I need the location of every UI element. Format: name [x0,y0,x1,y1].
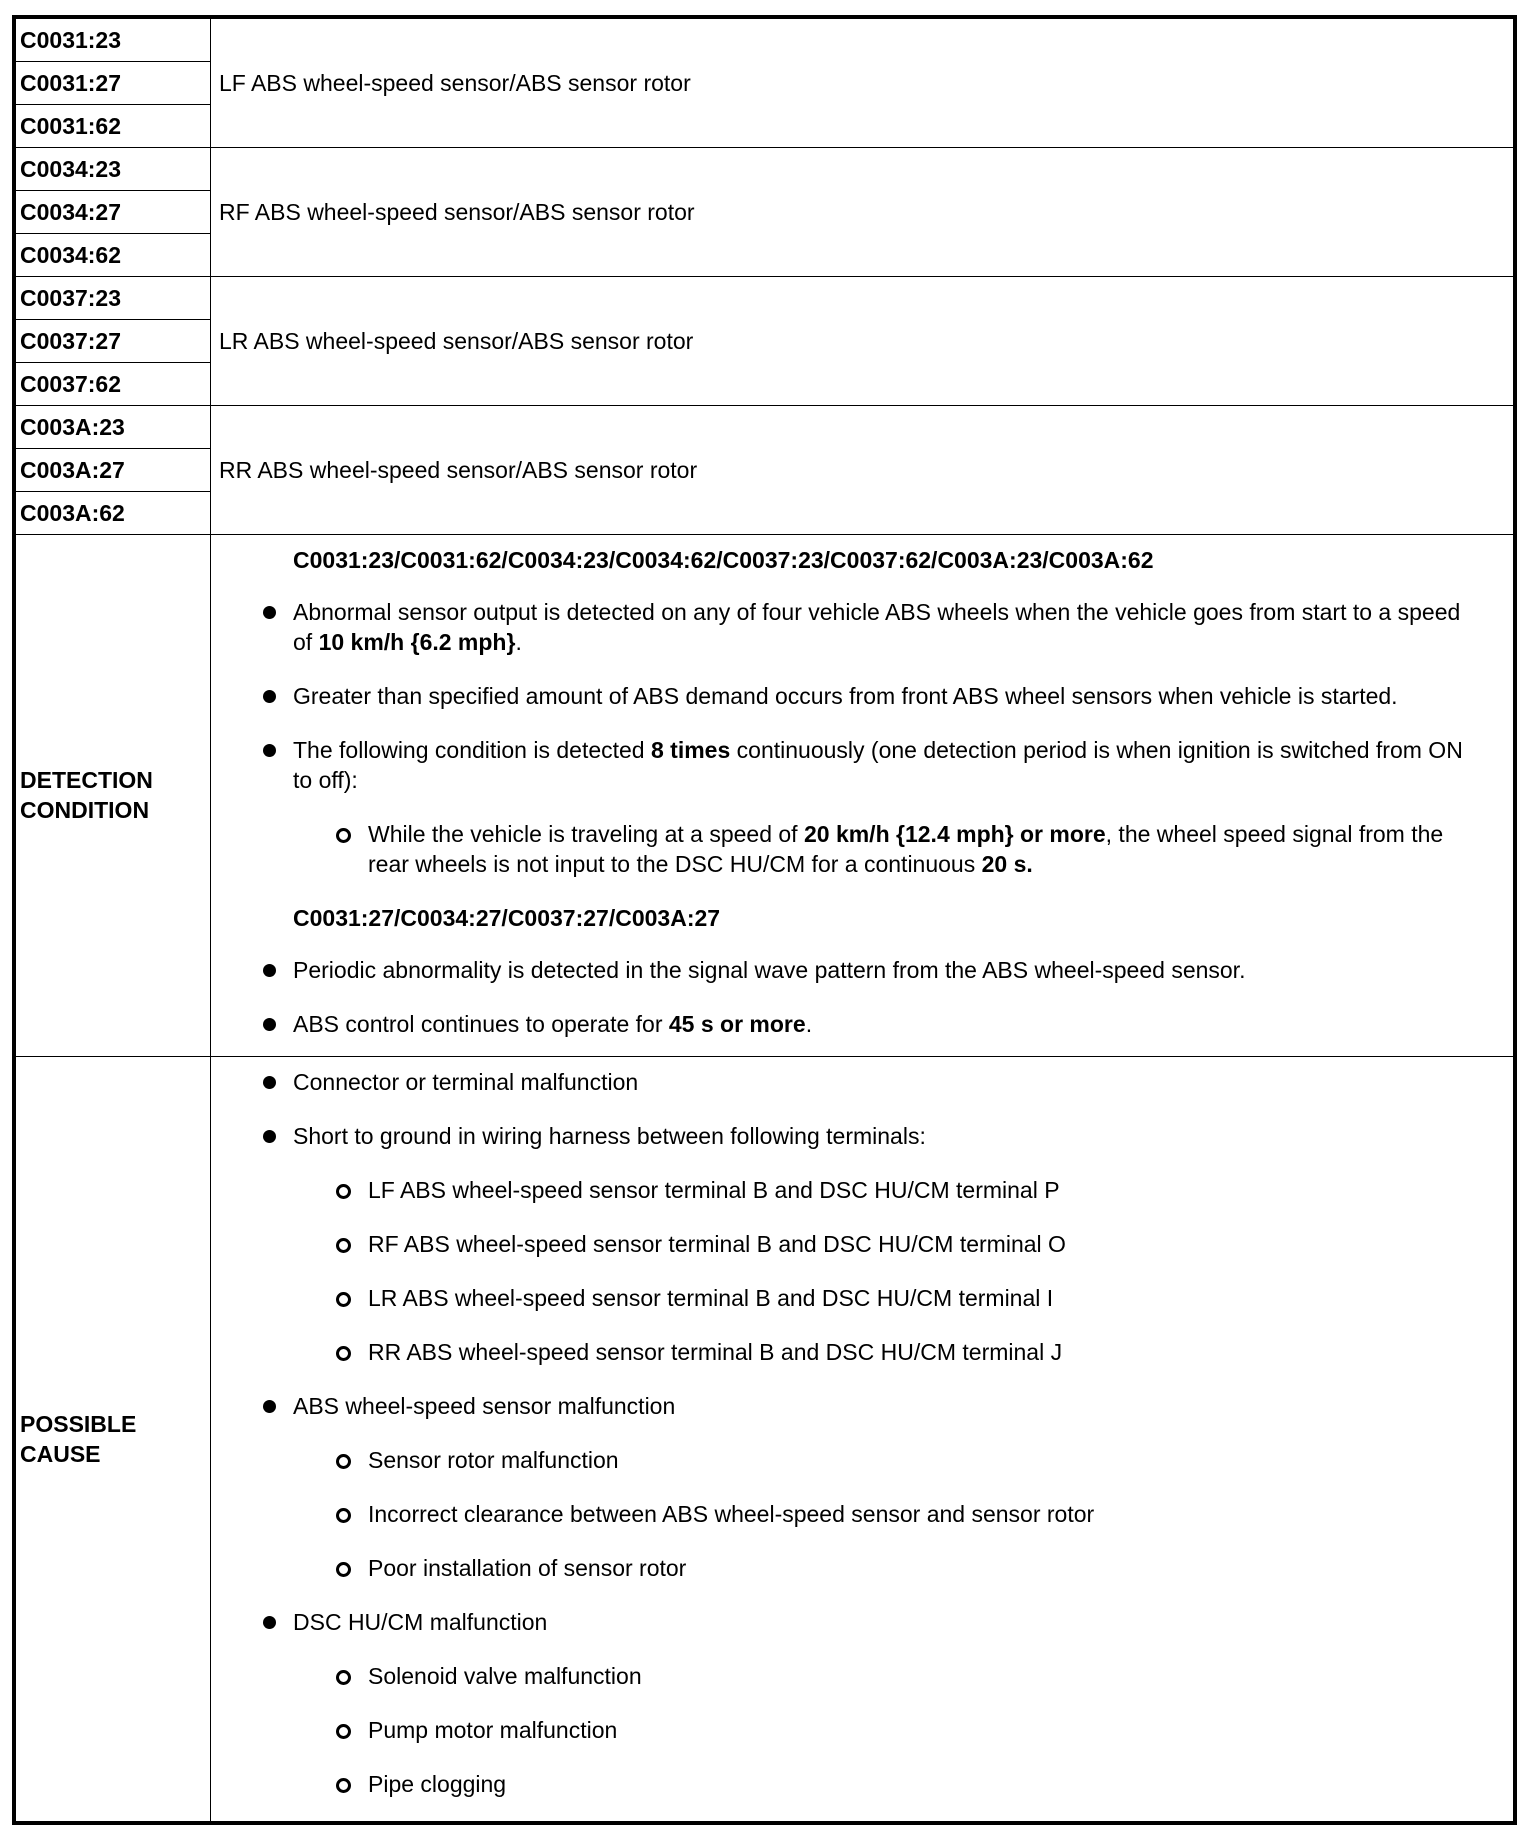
dtc-code: C0037:62 [16,363,211,406]
dtc-description: RR ABS wheel-speed sensor/ABS sensor rotor [211,406,1514,535]
dtc-code: C0031:23 [16,19,211,62]
dtc-description: RF ABS wheel-speed sensor/ABS sensor rotor [211,148,1514,277]
dtc-code: C0034:62 [16,234,211,277]
detection-condition-row [16,535,1514,1057]
sub-cause-list [293,1661,1473,1799]
label-line: POSSIBLE [20,1410,137,1437]
list-item: ABS wheel-speed sensor malfunction Sensor rotor malfunction Incorrect clearance between ABS wheel-speed sensor and sensor rotor Poor installation of sensor rotor [293,1391,1473,1583]
list-item: The following condition is detected 8 times continuously (one detection period is when ignition is switched from ON to off): While the vehicle is traveling at a speed of 20 km/h {12.4 mph} or more, the wheel speed signal from the rear wheels is not input to the DSC HU/CM for a continuous 20 s. [293,735,1473,879]
label-line: DETECTION [20,767,153,794]
label-line: CONDITION [20,797,150,824]
list-item: Pipe clogging [368,1769,1473,1799]
code-group-heading: C0031:27/C0034:27/C0037:27/C003A:27 [293,905,721,931]
cause-list [293,1067,1473,1799]
possible-cause-content [211,1056,1514,1821]
dtc-code: C0037:23 [16,277,211,320]
detection-condition-content [211,535,1514,1057]
label-line: CAUSE [20,1440,101,1467]
condition-list [293,955,1473,1039]
dtc-code: C003A:27 [16,449,211,492]
possible-cause-row [16,1056,1514,1821]
dtc-code: C0034:27 [16,191,211,234]
dtc-code: C0034:23 [16,148,211,191]
table-row [16,19,1514,62]
dtc-code: C003A:62 [16,492,211,535]
list-item: Incorrect clearance between ABS wheel-speed sensor and sensor rotor [368,1499,1473,1529]
code-group-heading: C0031:23/C0031:62/C0034:23/C0034:62/C0037:23/C0037:62/C003A:23/C003A:62 [293,547,1154,573]
table-row [16,406,1514,449]
list-item: Solenoid valve malfunction [368,1661,1473,1691]
list-item: Poor installation of sensor rotor [368,1553,1473,1583]
sub-cause-list [293,1175,1473,1367]
list-item: DSC HU/CM malfunction Solenoid valve malfunction Pump motor malfunction Pipe clogging [293,1607,1473,1799]
dtc-table-sheet [12,15,1517,1825]
sub-cause-list [293,1445,1473,1583]
list-item: LR ABS wheel-speed sensor terminal B and DSC HU/CM terminal I [368,1283,1473,1313]
list-item: Greater than specified amount of ABS demand occurs from front ABS wheel sensors when vehicle is started. [293,681,1473,711]
sub-condition-list [293,819,1473,879]
dtc-code: C0037:27 [16,320,211,363]
table-row [16,277,1514,320]
dtc-table [15,18,1514,1822]
table-row [16,148,1514,191]
list-item: LF ABS wheel-speed sensor terminal B and DSC HU/CM terminal P [368,1175,1473,1205]
list-item: Abnormal sensor output is detected on any of four vehicle ABS wheels when the vehicle goes from start to a speed of 10 km/h {6.2 mph}. [293,597,1473,657]
list-item: Periodic abnormality is detected in the signal wave pattern from the ABS wheel-speed sensor. [293,955,1473,985]
dtc-code: C0031:62 [16,105,211,148]
dtc-code: C0031:27 [16,62,211,105]
condition-list [293,597,1473,879]
list-item: Pump motor malfunction [368,1715,1473,1745]
list-item: Sensor rotor malfunction [368,1445,1473,1475]
detection-condition-label [16,535,211,1057]
list-item: Connector or terminal malfunction [293,1067,1473,1097]
dtc-code: C003A:23 [16,406,211,449]
list-item: Short to ground in wiring harness between following terminals: LF ABS wheel-speed sensor terminal B and DSC HU/CM terminal P RF ABS wheel-speed sensor terminal B and DSC HU/CM terminal O LR ABS wheel-speed sensor terminal B and DSC HU/CM terminal I RR ABS wheel-speed sensor terminal B and DSC HU/CM terminal J [293,1121,1473,1367]
list-item: While the vehicle is traveling at a speed of 20 km/h {12.4 mph} or more, the wheel speed signal from the rear wheels is not input to the DSC HU/CM for a continuous 20 s. [368,819,1473,879]
dtc-description: LF ABS wheel-speed sensor/ABS sensor rotor [211,19,1514,148]
list-item: ABS control continues to operate for 45 s or more. [293,1009,1473,1039]
possible-cause-label [16,1056,211,1821]
list-item: RF ABS wheel-speed sensor terminal B and DSC HU/CM terminal O [368,1229,1473,1259]
dtc-description: LR ABS wheel-speed sensor/ABS sensor rotor [211,277,1514,406]
list-item: RR ABS wheel-speed sensor terminal B and DSC HU/CM terminal J [368,1337,1473,1367]
